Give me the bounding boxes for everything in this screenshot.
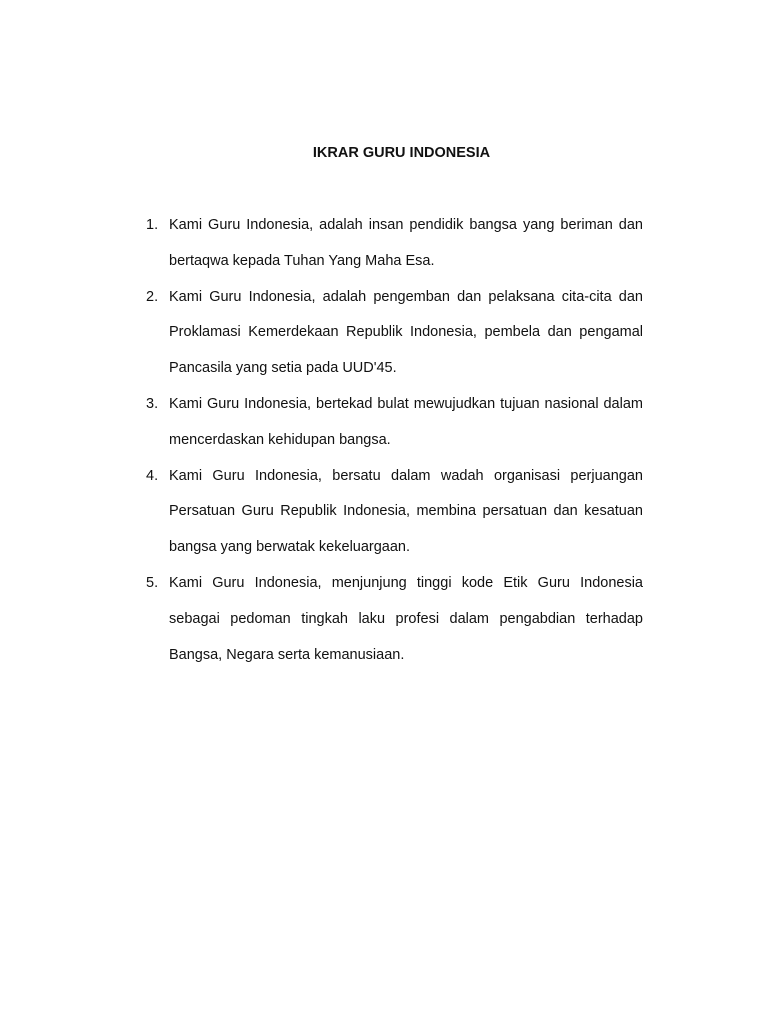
pledge-text: Kami Guru Indonesia, bersatu dalam wadah organisasi perjuangan Persatuan Guru Republik Indonesia, membina persatuan dan kesatuan bangsa yang berwatak kekeluargaan. xyxy=(169,467,643,556)
pledge-number: 5. xyxy=(146,574,159,591)
pledge-number: 3. xyxy=(146,395,159,412)
pledge-text: Kami Guru Indonesia, adalah insan pendidik bangsa yang beriman dan bertaqwa kepada Tuhan Yang Maha Esa. xyxy=(169,217,643,269)
pledge-list xyxy=(146,208,643,673)
pledge-text: Kami Guru Indonesia, bertekad bulat mewujudkan tujuan nasional dalam mencerdaskan kehidupan bangsa. xyxy=(169,395,643,448)
pledge-number: 4. xyxy=(146,467,159,484)
document-title: IKRAR GURU INDONESIA xyxy=(312,145,491,161)
pledge-item-4 xyxy=(146,459,643,566)
pledge-number: 1. xyxy=(146,217,159,233)
pledge-number: 2. xyxy=(146,288,159,305)
pledge-text: Kami Guru Indonesia, adalah pengemban dan pelaksana cita-cita dan Proklamasi Kemerdekaan Republik Indonesia, pembela dan pengamal Pancasila yang setia pada UUD'45. xyxy=(169,288,643,377)
pledge-item-5 xyxy=(146,566,643,673)
pledge-item-2 xyxy=(146,280,643,387)
pledge-text: Kami Guru Indonesia, menjunjung tinggi kode Etik Guru Indonesia sebagai pedoman tingkah laku profesi dalam pengabdian terhadap Bangsa, Negara serta kemanusiaan. xyxy=(169,574,643,663)
pledge-item-1 xyxy=(146,208,643,280)
pledge-item-3 xyxy=(146,387,643,459)
